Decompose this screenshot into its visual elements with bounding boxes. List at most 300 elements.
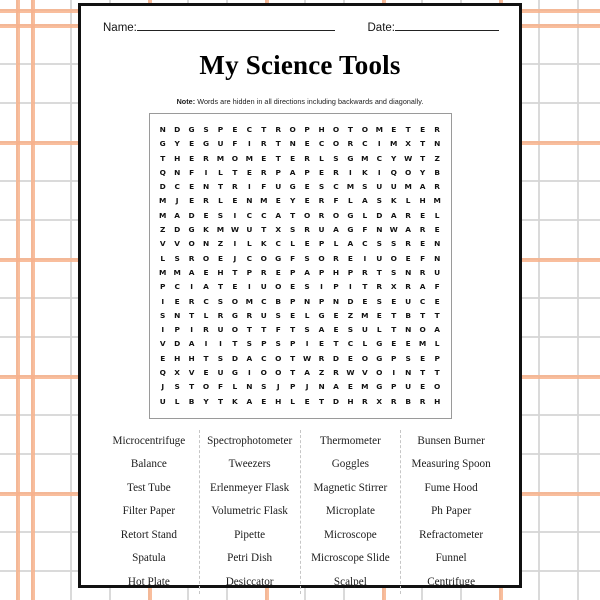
word-list-item[interactable]: Goggles xyxy=(331,458,370,471)
grid-cell[interactable]: X xyxy=(174,368,180,378)
grid-cell[interactable]: L xyxy=(218,196,223,206)
grid-cell[interactable]: M xyxy=(346,182,355,192)
grid-cell[interactable]: E xyxy=(420,210,426,220)
grid-cell[interactable]: R xyxy=(232,182,238,192)
grid-cell[interactable]: R xyxy=(347,139,354,149)
grid-cell[interactable]: F xyxy=(290,253,296,263)
grid-cell[interactable]: T xyxy=(319,396,325,406)
grid-cell[interactable]: U xyxy=(376,253,383,263)
grid-cell[interactable]: R xyxy=(246,310,253,320)
grid-cell[interactable]: P xyxy=(275,167,281,177)
grid-cell[interactable]: R xyxy=(405,282,411,292)
grid-cell[interactable]: A xyxy=(174,210,181,220)
grid-cell[interactable]: M xyxy=(159,267,167,277)
grid-cell[interactable]: P xyxy=(304,167,310,177)
grid-cell[interactable]: R xyxy=(361,396,368,406)
grid-cell[interactable]: J xyxy=(305,382,309,392)
grid-cell[interactable]: K xyxy=(203,225,209,235)
grid-cell[interactable]: T xyxy=(232,167,238,177)
grid-cell[interactable]: R xyxy=(376,282,383,292)
grid-cell[interactable]: N xyxy=(289,139,296,149)
grid-cell[interactable]: L xyxy=(333,239,339,249)
grid-cell[interactable]: F xyxy=(362,225,368,235)
grid-cell[interactable]: M xyxy=(361,310,369,320)
grid-cell[interactable]: I xyxy=(247,182,251,192)
grid-cell[interactable]: S xyxy=(333,153,339,163)
grid-cell[interactable]: N xyxy=(405,267,412,277)
grid-cell[interactable]: O xyxy=(260,368,267,378)
grid-cell[interactable]: I xyxy=(204,339,208,349)
grid-cell[interactable]: A xyxy=(246,353,253,363)
grid-cell[interactable]: N xyxy=(202,239,210,249)
grid-cell[interactable]: T xyxy=(420,153,426,163)
grid-cell[interactable]: T xyxy=(189,382,195,392)
grid-cell[interactable]: M xyxy=(390,139,398,149)
grid-cell[interactable]: O xyxy=(188,239,195,249)
grid-cell[interactable]: T xyxy=(290,325,296,335)
grid-cell[interactable]: D xyxy=(231,353,238,363)
grid-cell[interactable]: K xyxy=(232,396,238,406)
grid-cell[interactable]: T xyxy=(420,310,426,320)
grid-cell[interactable]: W xyxy=(404,153,413,163)
grid-cell[interactable]: F xyxy=(217,382,223,392)
grid-cell[interactable]: J xyxy=(276,382,280,392)
grid-cell[interactable]: U xyxy=(405,296,412,306)
grid-cell[interactable]: N xyxy=(318,382,325,392)
grid-cell[interactable]: Z xyxy=(434,153,440,163)
word-list-item[interactable]: Hot Plate xyxy=(127,575,170,588)
grid-cell[interactable]: L xyxy=(376,325,382,335)
grid-cell[interactable]: I xyxy=(377,139,381,149)
grid-cell[interactable]: E xyxy=(290,153,296,163)
grid-cell[interactable]: M xyxy=(245,153,254,163)
grid-cell[interactable]: E xyxy=(275,267,281,277)
grid-cell[interactable]: H xyxy=(174,153,181,163)
grid-cell[interactable]: R xyxy=(318,210,325,220)
grid-cell[interactable]: P xyxy=(217,125,224,134)
grid-cell[interactable]: T xyxy=(290,368,296,378)
grid-cell[interactable]: E xyxy=(405,253,411,263)
grid-cell[interactable]: I xyxy=(320,282,323,292)
word-list-item[interactable]: Erlenmeyer Flask xyxy=(210,481,290,494)
grid-cell[interactable]: F xyxy=(189,167,195,177)
grid-cell[interactable]: A xyxy=(304,267,310,277)
word-list-item[interactable]: Microscope xyxy=(323,528,377,541)
grid-cell[interactable]: E xyxy=(217,253,223,263)
grid-cell[interactable]: C xyxy=(362,239,368,249)
grid-cell[interactable]: E xyxy=(275,196,281,206)
grid-cell[interactable]: P xyxy=(174,325,180,335)
grid-cell[interactable]: E xyxy=(290,282,296,292)
grid-cell[interactable]: E xyxy=(304,239,310,249)
grid-cell[interactable]: E xyxy=(420,125,426,134)
grid-cell[interactable]: T xyxy=(246,325,252,335)
grid-cell[interactable]: C xyxy=(203,296,209,306)
grid-cell[interactable]: E xyxy=(434,225,440,235)
grid-cell[interactable]: U xyxy=(217,139,224,149)
grid-cell[interactable]: O xyxy=(405,167,412,177)
grid-cell[interactable]: Z xyxy=(318,368,325,378)
word-list-item[interactable]: Petri Dish xyxy=(227,552,273,565)
grid-cell[interactable]: G xyxy=(202,139,210,149)
grid-cell[interactable]: O xyxy=(231,296,239,306)
grid-cell[interactable]: L xyxy=(290,396,296,406)
grid-cell[interactable]: O xyxy=(332,125,340,134)
grid-cell[interactable]: C xyxy=(261,210,267,220)
grid-cell[interactable]: A xyxy=(318,325,325,335)
grid-cell[interactable]: M xyxy=(216,153,225,163)
grid-cell[interactable]: Y xyxy=(419,167,426,177)
grid-cell[interactable]: A xyxy=(419,282,426,292)
grid-cell[interactable]: R xyxy=(304,225,310,235)
grid-cell[interactable]: R xyxy=(304,153,310,163)
grid-cell[interactable]: I xyxy=(247,282,251,292)
grid-cell[interactable]: C xyxy=(318,139,325,149)
grid-cell[interactable]: O xyxy=(376,368,383,378)
grid-cell[interactable]: E xyxy=(189,196,195,206)
grid-cell[interactable]: J xyxy=(175,196,179,206)
grid-cell[interactable]: M xyxy=(173,267,181,277)
grid-cell[interactable]: T xyxy=(160,153,166,163)
grid-cell[interactable]: M xyxy=(159,196,167,206)
grid-cell[interactable]: O xyxy=(303,210,311,220)
grid-cell[interactable]: N xyxy=(434,239,441,249)
word-list-item[interactable]: Refractometer xyxy=(419,528,484,541)
grid-cell[interactable]: L xyxy=(174,396,180,406)
grid-cell[interactable]: R xyxy=(188,296,195,306)
grid-cell[interactable]: A xyxy=(405,225,412,235)
grid-cell[interactable]: S xyxy=(405,353,411,363)
grid-cell[interactable]: P xyxy=(318,296,325,306)
grid-cell[interactable]: A xyxy=(434,325,441,335)
grid-cell[interactable]: R xyxy=(203,196,209,206)
grid-cell[interactable]: P xyxy=(318,267,325,277)
grid-cell[interactable]: A xyxy=(304,368,310,378)
grid-cell[interactable]: L xyxy=(319,153,324,163)
grid-cell[interactable]: Y xyxy=(174,139,180,149)
grid-cell[interactable]: S xyxy=(376,239,382,249)
grid-cell[interactable]: O xyxy=(419,325,426,335)
name-input-line[interactable] xyxy=(137,20,335,31)
grid-cell[interactable]: I xyxy=(233,210,237,220)
grid-cell[interactable]: U xyxy=(246,225,253,235)
word-list-item[interactable]: Filter Paper xyxy=(122,505,176,518)
grid-cell[interactable]: A xyxy=(419,182,426,192)
grid-cell[interactable]: L xyxy=(362,210,368,220)
grid-cell[interactable]: R xyxy=(333,253,339,263)
word-list-item[interactable]: Funnel xyxy=(435,552,467,565)
grid-cell[interactable]: A xyxy=(361,196,368,206)
grid-cell[interactable]: E xyxy=(420,239,426,249)
grid-cell[interactable]: A xyxy=(390,210,397,220)
grid-cell[interactable]: T xyxy=(290,353,296,363)
grid-cell[interactable]: C xyxy=(376,153,382,163)
grid-cell[interactable]: L xyxy=(246,239,252,249)
grid-cell[interactable]: E xyxy=(203,267,209,277)
grid-cell[interactable]: Y xyxy=(289,196,296,206)
grid-cell[interactable]: H xyxy=(434,396,441,406)
grid-cell[interactable]: T xyxy=(217,282,223,292)
grid-cell[interactable]: R xyxy=(260,267,267,277)
grid-cell[interactable]: I xyxy=(377,167,381,177)
grid-cell[interactable]: Z xyxy=(160,225,166,235)
grid-cell[interactable]: T xyxy=(391,310,397,320)
word-list-item[interactable]: Microscope Slide xyxy=(311,552,390,565)
grid-cell[interactable]: T xyxy=(232,339,238,349)
grid-cell[interactable]: Y xyxy=(203,396,209,406)
grid-cell[interactable]: M xyxy=(361,382,369,392)
grid-cell[interactable]: O xyxy=(332,139,340,149)
grid-cell[interactable]: W xyxy=(389,225,398,235)
grid-cell[interactable]: O xyxy=(318,253,325,263)
grid-cell[interactable]: F xyxy=(275,325,281,335)
grid-cell[interactable]: U xyxy=(217,325,224,335)
grid-cell[interactable]: E xyxy=(347,382,353,392)
word-list-item[interactable]: Microplate xyxy=(325,505,375,518)
grid-cell[interactable]: Q xyxy=(390,167,397,177)
grid-cell[interactable]: G xyxy=(275,253,282,263)
grid-cell[interactable]: S xyxy=(391,239,397,249)
grid-cell[interactable]: R xyxy=(434,182,440,192)
word-list-item[interactable]: Tweezers xyxy=(228,458,271,471)
grid-cell[interactable]: E xyxy=(189,139,195,149)
grid-cell[interactable]: U xyxy=(434,267,441,277)
grid-cell[interactable]: E xyxy=(304,182,310,192)
grid-cell[interactable]: P xyxy=(289,339,296,349)
grid-cell[interactable]: N xyxy=(174,310,181,320)
word-search-grid[interactable] xyxy=(156,123,445,409)
grid-cell[interactable]: S xyxy=(217,210,224,220)
grid-cell[interactable]: P xyxy=(289,296,296,306)
grid-cell[interactable]: A xyxy=(333,382,339,392)
grid-cell[interactable]: G xyxy=(289,182,296,192)
grid-cell[interactable]: M xyxy=(216,225,225,235)
grid-cell[interactable]: G xyxy=(318,310,325,320)
grid-cell[interactable]: E xyxy=(232,125,238,134)
grid-cell[interactable]: M xyxy=(361,153,369,163)
grid-cell[interactable]: M xyxy=(245,296,254,306)
grid-cell[interactable]: I xyxy=(219,339,222,349)
grid-cell[interactable]: A xyxy=(188,267,195,277)
grid-cell[interactable]: S xyxy=(318,182,325,192)
grid-cell[interactable]: D xyxy=(174,339,181,349)
grid-cell[interactable]: N xyxy=(246,382,253,392)
word-list-item[interactable]: Desiccator xyxy=(225,575,274,588)
grid-cell[interactable]: V xyxy=(361,368,368,378)
word-list-item[interactable]: Thermometer xyxy=(319,434,381,447)
grid-cell[interactable]: H xyxy=(419,196,426,206)
grid-cell[interactable]: U xyxy=(376,182,383,192)
grid-cell[interactable]: G xyxy=(347,210,354,220)
grid-cell[interactable]: N xyxy=(434,253,441,263)
grid-cell[interactable]: I xyxy=(349,282,352,292)
grid-cell[interactable]: Z xyxy=(347,310,354,320)
grid-cell[interactable]: U xyxy=(159,396,166,406)
grid-cell[interactable]: I xyxy=(247,139,251,149)
grid-cell[interactable]: Z xyxy=(217,239,224,249)
grid-cell[interactable]: E xyxy=(420,353,426,363)
grid-cell[interactable]: P xyxy=(318,239,325,249)
grid-cell[interactable]: L xyxy=(405,196,411,206)
grid-cell[interactable]: D xyxy=(188,210,195,220)
grid-cell[interactable]: C xyxy=(246,125,253,134)
grid-cell[interactable]: E xyxy=(434,296,440,306)
grid-cell[interactable]: N xyxy=(304,296,311,306)
grid-cell[interactable]: T xyxy=(434,310,440,320)
grid-cell[interactable]: O xyxy=(231,325,239,335)
grid-cell[interactable]: A xyxy=(203,282,209,292)
grid-cell[interactable]: I xyxy=(233,239,237,249)
grid-cell[interactable]: T xyxy=(420,139,426,149)
grid-cell[interactable]: I xyxy=(247,368,251,378)
grid-cell[interactable]: D xyxy=(332,396,340,406)
grid-cell[interactable]: C xyxy=(246,210,253,220)
grid-cell[interactable]: S xyxy=(304,325,310,335)
grid-cell[interactable]: V xyxy=(159,239,166,249)
word-list-item[interactable]: Bunsen Burner xyxy=(417,434,485,447)
grid-cell[interactable]: S xyxy=(362,182,368,192)
grid-cell[interactable]: S xyxy=(376,196,382,206)
grid-cell[interactable]: F xyxy=(420,253,426,263)
grid-cell[interactable]: N xyxy=(174,167,181,177)
grid-cell[interactable]: O xyxy=(202,382,210,392)
grid-cell[interactable]: T xyxy=(405,125,411,134)
grid-cell[interactable]: G xyxy=(347,225,354,235)
grid-cell[interactable]: N xyxy=(202,182,210,192)
grid-cell[interactable]: B xyxy=(405,396,411,406)
grid-cell[interactable]: D xyxy=(347,296,354,306)
grid-cell[interactable]: R xyxy=(419,267,426,277)
grid-cell[interactable]: M xyxy=(404,182,412,192)
grid-cell[interactable]: U xyxy=(390,182,397,192)
grid-cell[interactable]: H xyxy=(217,267,224,277)
grid-cell[interactable]: O xyxy=(275,368,282,378)
grid-cell[interactable]: V xyxy=(159,339,166,349)
grid-cell[interactable]: T xyxy=(333,339,339,349)
grid-cell[interactable]: W xyxy=(346,368,355,378)
word-list-item[interactable]: Scalpel xyxy=(333,575,367,588)
grid-cell[interactable]: M xyxy=(260,196,268,206)
grid-cell[interactable]: T xyxy=(261,225,267,235)
grid-cell[interactable]: E xyxy=(246,167,252,177)
grid-cell[interactable]: C xyxy=(261,296,267,306)
grid-cell[interactable]: E xyxy=(203,368,209,378)
grid-cell[interactable]: T xyxy=(434,368,440,378)
grid-cell[interactable]: E xyxy=(232,282,238,292)
grid-cell[interactable]: D xyxy=(376,210,383,220)
grid-cell[interactable]: B xyxy=(405,310,411,320)
grid-cell[interactable]: S xyxy=(275,339,281,349)
grid-cell[interactable]: U xyxy=(217,368,224,378)
grid-cell[interactable]: I xyxy=(349,167,352,177)
grid-cell[interactable]: R xyxy=(333,167,339,177)
grid-cell[interactable]: E xyxy=(261,396,267,406)
grid-cell[interactable]: E xyxy=(261,153,267,163)
grid-cell[interactable]: I xyxy=(161,296,165,306)
grid-cell[interactable]: I xyxy=(305,339,309,349)
grid-cell[interactable]: S xyxy=(347,325,354,335)
grid-cell[interactable]: L xyxy=(290,239,296,249)
word-list-item[interactable]: Volumetric Flask xyxy=(211,505,288,518)
grid-cell[interactable]: S xyxy=(275,310,281,320)
grid-cell[interactable]: E xyxy=(304,196,310,206)
grid-cell[interactable]: G xyxy=(376,382,383,392)
grid-cell[interactable]: T xyxy=(391,325,397,335)
grid-cell[interactable]: R xyxy=(333,368,339,378)
word-list-item[interactable]: Pipette xyxy=(234,528,266,541)
grid-cell[interactable]: P xyxy=(246,267,253,277)
grid-cell[interactable]: U xyxy=(260,282,267,292)
grid-cell[interactable]: A xyxy=(333,225,339,235)
grid-cell[interactable]: U xyxy=(318,225,325,235)
grid-cell[interactable]: O xyxy=(361,353,368,363)
grid-cell[interactable]: S xyxy=(391,267,397,277)
grid-cell[interactable]: L xyxy=(232,382,238,392)
grid-cell[interactable]: C xyxy=(333,182,339,192)
grid-cell[interactable]: E xyxy=(333,310,339,320)
grid-cell[interactable]: C xyxy=(174,282,180,292)
grid-cell[interactable]: E xyxy=(376,310,382,320)
grid-cell[interactable]: S xyxy=(376,296,382,306)
grid-cell[interactable]: O xyxy=(390,253,397,263)
grid-cell[interactable]: G xyxy=(188,125,195,134)
word-list-item[interactable]: Fume Hood xyxy=(424,481,478,494)
grid-cell[interactable]: C xyxy=(174,182,180,192)
grid-cell[interactable]: R xyxy=(419,396,426,406)
grid-cell[interactable]: T xyxy=(420,368,426,378)
grid-cell[interactable]: R xyxy=(217,310,224,320)
grid-cell[interactable]: E xyxy=(189,153,195,163)
grid-cell[interactable]: G xyxy=(159,139,166,149)
grid-cell[interactable]: S xyxy=(160,310,166,320)
grid-cell[interactable]: O xyxy=(275,282,282,292)
grid-cell[interactable]: S xyxy=(203,125,209,134)
grid-cell[interactable]: E xyxy=(319,167,325,177)
grid-cell[interactable]: E xyxy=(333,325,339,335)
grid-cell[interactable]: N xyxy=(159,125,166,134)
grid-cell[interactable]: O xyxy=(231,153,239,163)
grid-cell[interactable]: H xyxy=(332,267,340,277)
grid-cell[interactable]: Y xyxy=(391,153,397,163)
grid-cell[interactable]: E xyxy=(304,396,310,406)
grid-cell[interactable]: N xyxy=(405,325,412,335)
grid-cell[interactable]: S xyxy=(304,253,310,263)
grid-cell[interactable]: U xyxy=(275,182,282,192)
grid-cell[interactable]: G xyxy=(231,368,238,378)
grid-cell[interactable]: C xyxy=(419,296,426,306)
grid-cell[interactable]: H xyxy=(347,396,354,406)
grid-cell[interactable]: T xyxy=(275,153,281,163)
grid-cell[interactable]: H xyxy=(188,353,195,363)
grid-cell[interactable]: A xyxy=(289,167,296,177)
grid-cell[interactable]: C xyxy=(347,339,354,349)
grid-cell[interactable]: I xyxy=(190,282,193,292)
grid-cell[interactable]: S xyxy=(304,282,310,292)
grid-cell[interactable]: D xyxy=(174,225,181,235)
grid-cell[interactable]: R xyxy=(260,167,267,177)
grid-cell[interactable]: E xyxy=(391,296,397,306)
grid-cell[interactable]: V xyxy=(188,368,195,378)
grid-cell[interactable]: T xyxy=(217,182,223,192)
grid-cell[interactable]: E xyxy=(319,339,325,349)
grid-cell[interactable]: M xyxy=(433,196,441,206)
grid-cell[interactable]: R xyxy=(318,196,325,206)
grid-cell[interactable]: E xyxy=(160,353,166,363)
grid-cell[interactable]: P xyxy=(304,125,310,134)
grid-cell[interactable]: N xyxy=(246,196,253,206)
grid-cell[interactable]: O xyxy=(361,125,368,134)
grid-cell[interactable]: L xyxy=(348,196,353,206)
